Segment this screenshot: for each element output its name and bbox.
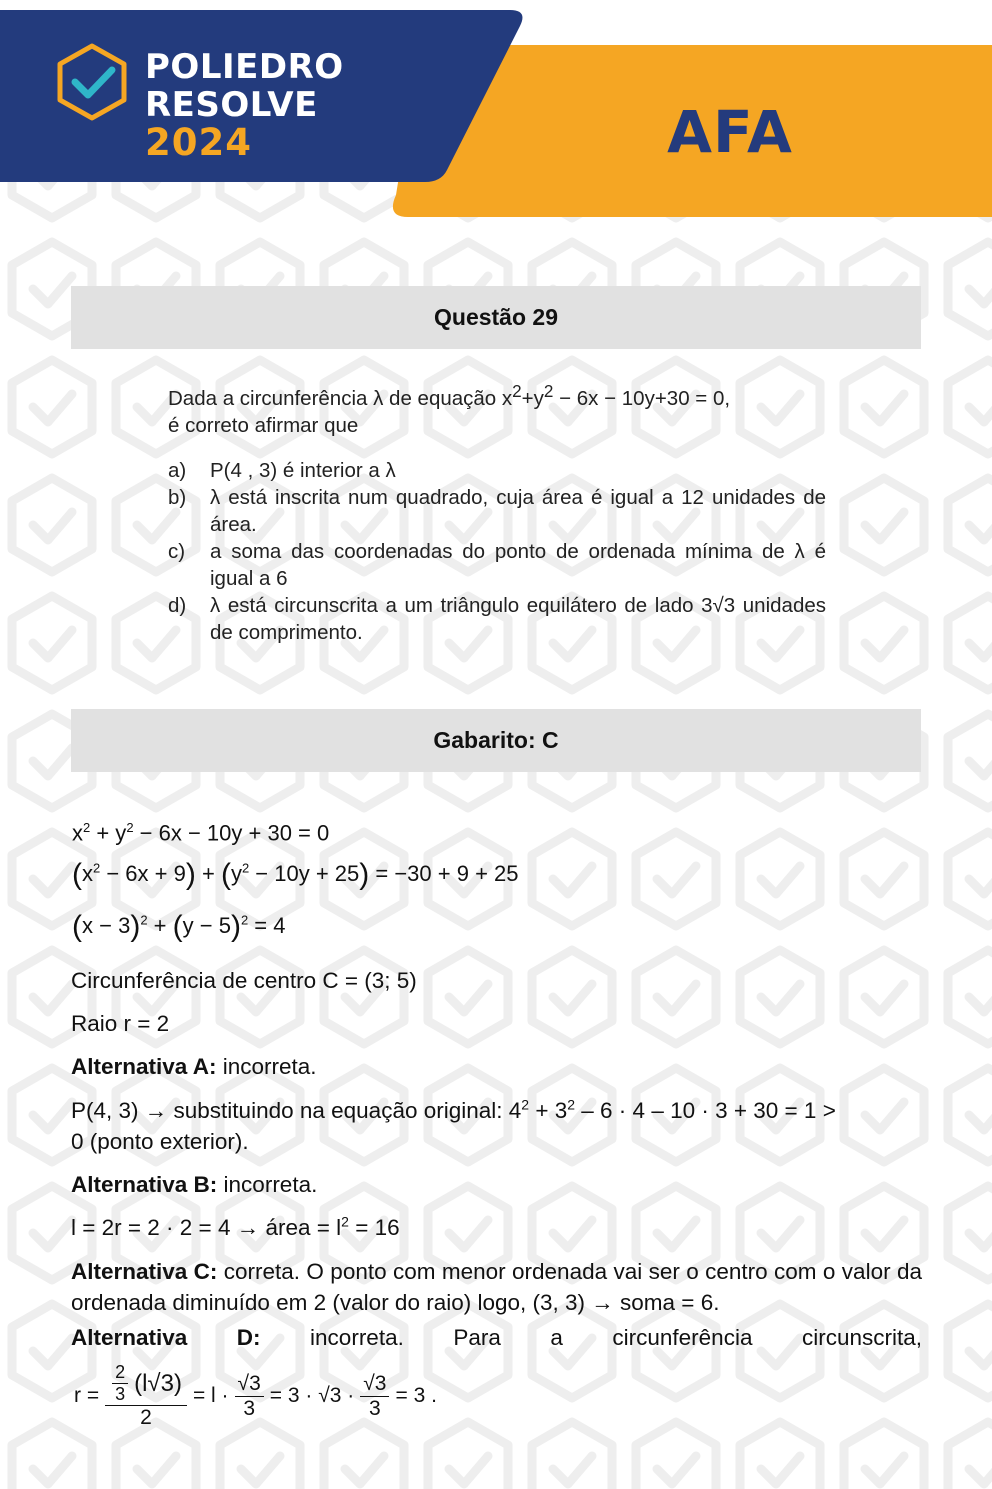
option-text: λ está inscrita num quadrado, cuja área é igual a 12 unidades de área. <box>210 485 826 536</box>
option-letter: a) <box>168 458 187 482</box>
option-d <box>168 592 826 646</box>
brand-wordmark <box>145 48 344 162</box>
alternative-d-heading: Alternativa D: incorreta. Para a circunferência circunscrita, <box>71 1325 922 1350</box>
equation-2: $(x^2 - 6x + 9) + (y^2 - 10y + 25) = -30 + 9 + 25$ <box>72 858 519 891</box>
question-title-bar: Questão 29 <box>71 286 921 349</box>
equation-3: $(x - 3)^2 + (y - 5)^2 = 4$ <box>72 910 286 943</box>
outer-fraction: $\frac{2}{3}$ (l√3) 2 <box>103 1362 189 1430</box>
brand-year: 2024 <box>145 121 252 164</box>
option-letter: c) <box>168 539 186 563</box>
option-letter: d) <box>168 593 187 617</box>
radius-line: Raio r = 2 <box>71 1011 170 1036</box>
question-statement <box>168 378 826 646</box>
brand-line-2: RESOLVE <box>145 85 318 125</box>
option-letter: b) <box>168 485 187 509</box>
option-text: a soma das coordenadas do ponto de ordenada mínima de λ é igual a 6 <box>210 539 826 590</box>
alternative-b-heading: Alternativa B: incorreta. <box>71 1172 318 1197</box>
alternative-a-heading: Alternativa A: incorreta. <box>71 1054 317 1079</box>
option-text: λ está circunscrita a um triângulo equilátero de lado 3√3 unidades de comprimento. <box>210 593 826 644</box>
question-stem-line-1: Dada a circunferência λ de equação $x^2+y^2 - 6x - 10y+30 = 0$, <box>168 382 731 410</box>
option-b <box>168 484 826 538</box>
radius-formula: r = $\frac{2}{3}$ (l√3) 2 = l · $\frac{√3}{3}$ = 3 · √3 · $\frac{√3}{3}$ = 3 . <box>74 1362 437 1429</box>
center-line: Circunferência de centro C = (3; 5) <box>71 968 417 993</box>
equation-1: $x^2 + y^2 - 6x - 10y + 30 = 0$ <box>72 820 330 846</box>
option-c <box>168 538 826 592</box>
brand-line-1: POLIEDRO <box>145 47 344 87</box>
option-a <box>168 457 826 484</box>
alternative-b-text: l = 2r = 2 · 2 = 4 → área = $l^2 = 16$ <box>71 1213 400 1240</box>
alternative-c-text: Alternativa C: correta. O ponto com menor ordenada vai ser o centro com o valor da ordenada diminuído em 2 (valor do raio) logo, (3, 3) → soma = 6. <box>71 1259 922 1315</box>
answer-key-bar: Gabarito: C <box>71 709 921 772</box>
checkmark-hexagon-logo-icon <box>52 42 132 122</box>
exam-name: AFA <box>667 98 793 166</box>
option-text: P(4 , 3) é interior a λ <box>210 458 396 482</box>
question-stem-line-2: é correto afirmar que <box>168 413 359 437</box>
alternative-a-text: P(4, 3) → substituindo na equação original: $4^2 + 3^2 - 6 \cdot 4 - 10 \cdot 3 + 30 = 1$ > 0 (ponto exterior). <box>71 1096 836 1154</box>
